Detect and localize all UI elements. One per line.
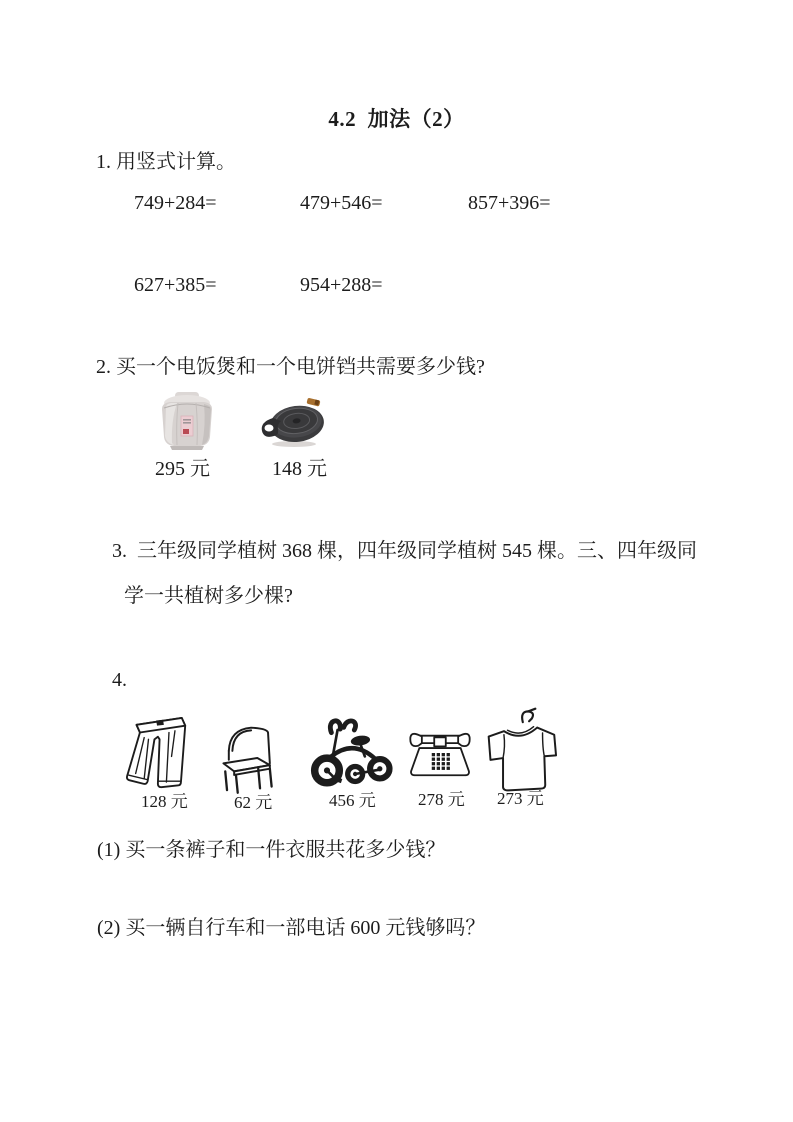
q3-line2: 学一共植树多少棵?	[124, 585, 293, 607]
shirt-price: 273 元	[497, 789, 544, 808]
pants-image	[122, 708, 204, 798]
telephone-price: 278 元	[418, 790, 465, 809]
electric-baking-pan-image	[260, 398, 328, 448]
chair-price: 62 元	[234, 793, 273, 812]
baking-pan-price: 148 元	[272, 458, 327, 480]
q1-equation-4: 627+385=	[134, 274, 217, 296]
q3-line1: 3. 三年级同学植树 368 棵，四年级同学植树 545 棵。三、四年级同	[112, 540, 697, 562]
chair-image	[219, 720, 285, 796]
q1-equation-3: 857+396=	[468, 192, 551, 214]
rice-cooker-price: 295 元	[155, 458, 210, 480]
tricycle-image	[305, 710, 393, 794]
q1-label: 1. 用竖式计算。	[96, 151, 236, 173]
tricycle-price: 456 元	[329, 791, 376, 810]
q4-sub1: (1) 买一条裤子和一件衣服共花多少钱？	[97, 839, 446, 861]
q4-label: 4.	[112, 669, 127, 691]
telephone-image	[407, 726, 473, 780]
q1-equation-2: 479+546=	[300, 192, 383, 214]
q2-label: 2. 买一个电饭煲和一个电饼铛共需要多少钱?	[96, 356, 485, 378]
pants-price: 128 元	[141, 792, 188, 811]
q1-equation-1: 749+284=	[134, 192, 217, 214]
rice-cooker-image	[158, 391, 216, 451]
q1-equation-5: 954+288=	[300, 274, 383, 296]
page-title: 4.2 加法（2）	[328, 107, 465, 131]
q4-sub2: (2) 买一辆自行车和一部电话 600 元钱够吗？	[97, 917, 486, 939]
shirt-image	[483, 706, 559, 794]
